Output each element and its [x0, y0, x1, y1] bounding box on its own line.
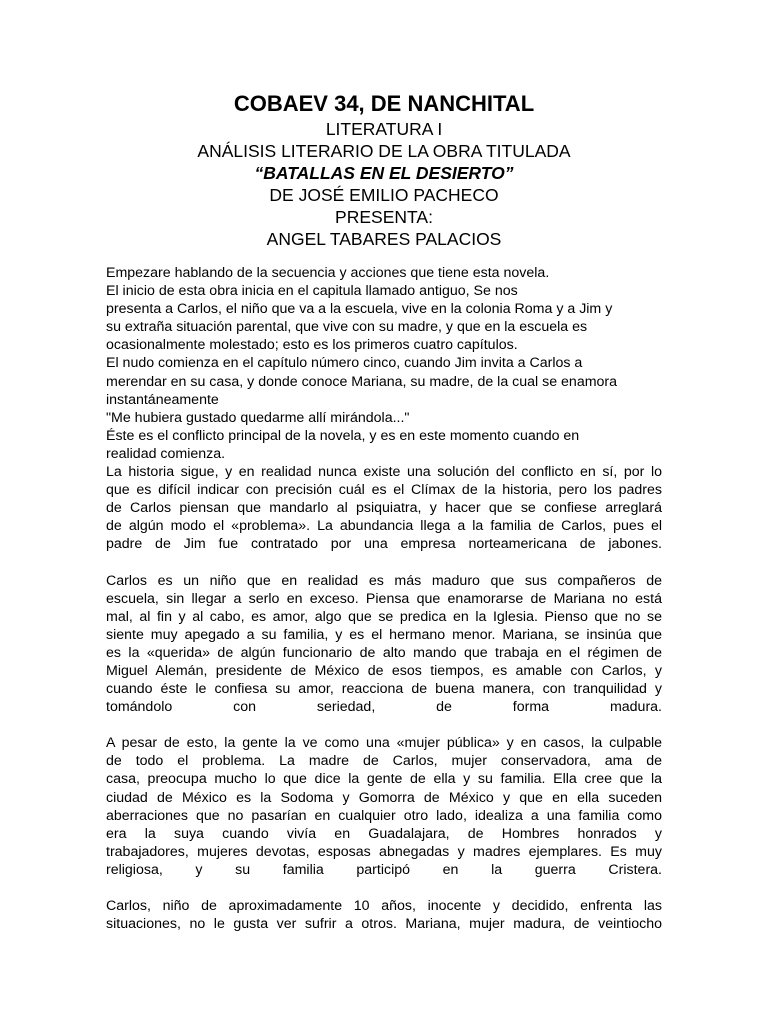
- text-line: es la «querida» de algún funcionario de alto mando que trabaja en el régimen de: [106, 644, 662, 661]
- analysis-line: ANÁLISIS LITERARIO DE LA OBRA TITULADA: [197, 141, 571, 161]
- text-line: ocasionalmente molestado; esto es los primeros cuatro capítulos.: [106, 337, 518, 354]
- essay-body: [106, 264, 662, 933]
- text-line: trabajadores, mujeres devotas, esposas abnegadas y madres ejemplares. Es muy: [106, 843, 662, 860]
- text-line: merendar en su casa, y donde conoce Mariana, su madre, de la cual se enamora: [106, 373, 618, 390]
- document-header: [0, 90, 768, 250]
- student-name: ANGEL TABARES PALACIOS: [266, 229, 502, 249]
- text-line: Miguel Alemán, presidente de México de esos tiempos, es amable con Carlos, y: [106, 662, 662, 679]
- text-line: Éste es el conflicto principal de la novela, y es en este momento cuando en: [106, 427, 580, 444]
- text-line: Empezare hablando de la secuencia y acciones que tiene esta novela.: [106, 265, 550, 281]
- text-line: realidad comienza.: [106, 445, 226, 462]
- paragraph-gap: [106, 554, 662, 572]
- school-title: COBAEV 34, DE NANCHITAL: [233, 91, 535, 116]
- text-line: cuando éste le confiesa su amor, reacciona de buena manera, con tranquilidad y: [106, 681, 662, 698]
- text-line: religiosa, y su familia participó en la guerra Cristera.: [106, 861, 662, 878]
- text-line: de Carlos piensan que mandarlo al psiquiatra, y hacer que se confiese arreglará: [106, 500, 662, 517]
- text-line: ciudad de México es la Sodoma y Gomorra de México y que en ella suceden: [106, 789, 662, 806]
- text-line: Carlos, niño de aproximadamente 10 años, inocente y decidido, enfrenta las: [106, 898, 662, 914]
- text-line: instantáneamente: [106, 391, 219, 408]
- presents-line: PRESENTA:: [335, 207, 433, 227]
- text-line: siente muy apegado a su familia, y es el hermano menor. Mariana, se insinúa que: [106, 626, 662, 643]
- work-title: “BATALLAS EN EL DESIERTO”: [254, 163, 514, 183]
- paragraph-gap: [106, 879, 662, 897]
- text-line: situaciones, no le gusta ver sufrir a otros. Mariana, mujer madura, de veintiocho: [106, 916, 662, 933]
- text-line: mal, al fin y al cabo, es amor, algo que se predica en la Iglesia. Pienso que no se: [106, 608, 662, 625]
- text-line: casa, preocupa mucho lo que dice la gente de ella y su familia. Ella cree que la: [106, 771, 662, 788]
- text-line: de algún modo el «problema». La abundancia llega a la familia de Carlos, pues el: [106, 518, 662, 535]
- text-line: "Me hubiera gustado quedarme allí mirándola...": [106, 409, 410, 426]
- text-line: escuela, sin llegar a serlo en exceso. Piensa que enamorarse de Mariana no está: [106, 590, 662, 607]
- text-line: El nudo comienza en el capítulo número cinco, cuando Jim invita a Carlos a: [106, 355, 583, 372]
- subject-line: LITERATURA I: [325, 119, 443, 139]
- text-line: su extraña situación parental, que vive con su madre, y que en la escuela es: [106, 319, 588, 336]
- text-line: La historia sigue, y en realidad nunca existe una solución del conflicto en sí, por lo: [106, 464, 662, 481]
- text-line: El inicio de esta obra inicia en el capitula llamado antiguo, Se nos: [106, 283, 518, 300]
- text-line: padre de Jim fue contratado por una empresa norteamericana de jabones.: [106, 536, 662, 553]
- author-line: DE JOSÉ EMILIO PACHECO: [269, 185, 499, 205]
- text-line: Carlos es un niño que en realidad es más maduro que sus compañeros de: [106, 572, 662, 589]
- text-line: que es difícil indicar con precisión cuál es el Clímax de la historia, pero los padres: [106, 482, 662, 499]
- text-line: era la suya cuando vivía en Guadalajara, de Hombres honrados y: [106, 825, 662, 842]
- text-line: presenta a Carlos, el niño que va a la escuela, vive en la colonia Roma y a Jim y: [106, 301, 613, 318]
- text-line: A pesar de esto, la gente la ve como una «mujer pública» y en casos, la culpable: [106, 735, 662, 752]
- text-line: de todo el problema. La madre de Carlos, mujer conservadora, ama de: [106, 753, 662, 770]
- text-line: tomándolo con seriedad, de forma madura.: [106, 699, 662, 716]
- text-line: aberraciones que no pasarían en cualquier otro lado, idealiza a una familia como: [106, 807, 662, 824]
- paragraph-gap: [106, 716, 662, 734]
